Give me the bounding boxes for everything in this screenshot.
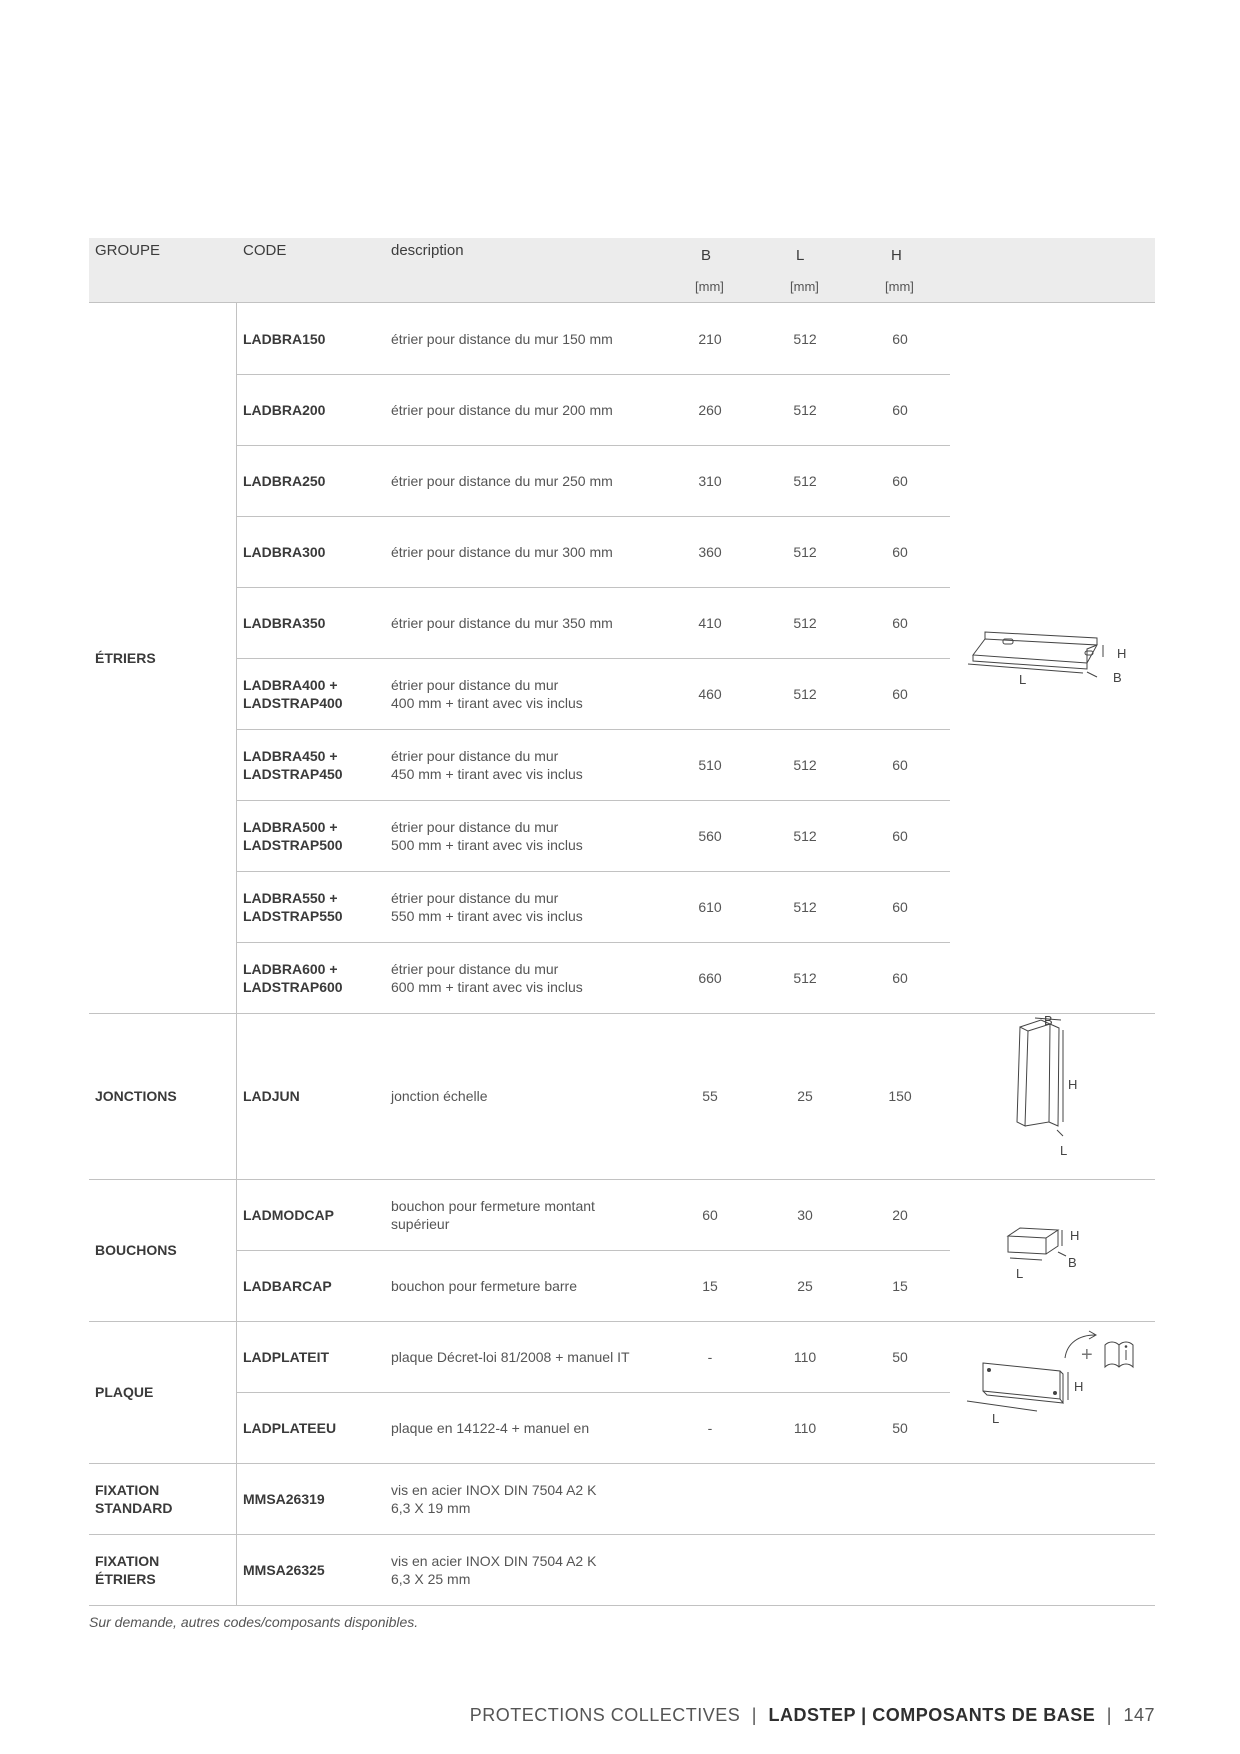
junction-illustration-icon xyxy=(1005,1012,1095,1170)
description-text: étrier pour distance du mur 500 mm + tirant avec vis inclus xyxy=(391,818,583,853)
row-description xyxy=(391,374,671,445)
row-code xyxy=(243,942,383,1013)
group-name: FIXATION ÉTRIERS xyxy=(95,1552,160,1587)
dimension-b: 410 xyxy=(698,614,722,631)
description-text: étrier pour distance du mur 600 mm + tirant avec vis inclus xyxy=(391,960,583,995)
row-code xyxy=(243,374,383,445)
dimension-b: 510 xyxy=(698,756,722,773)
dimension-h: 60 xyxy=(892,685,908,702)
description-text: étrier pour distance du mur 250 mm xyxy=(391,472,613,489)
dimension-b: 360 xyxy=(698,543,722,560)
row-description xyxy=(391,1392,671,1463)
dimension-h: 60 xyxy=(892,330,908,347)
group-label xyxy=(95,1534,235,1605)
row-description xyxy=(391,1534,671,1605)
code-text: LADBRA400 + LADSTRAP400 xyxy=(243,676,343,711)
dimension-h: 60 xyxy=(892,827,908,844)
code-text: LADBRA600 + LADSTRAP600 xyxy=(243,960,343,995)
description-text: vis en acier INOX DIN 7504 A2 K 6,3 X 25 mm xyxy=(391,1552,597,1587)
row-description xyxy=(391,658,671,729)
dimension-l: 512 xyxy=(793,614,817,631)
junction-dim-b: B xyxy=(1044,1013,1053,1028)
footer-section: PROTECTIONS COLLECTIVES xyxy=(469,1705,741,1725)
row-code xyxy=(243,587,383,658)
row-description xyxy=(391,1013,671,1179)
group-name: BOUCHONS xyxy=(95,1242,177,1258)
dimension-h: 50 xyxy=(892,1419,908,1436)
cap-illustration-icon xyxy=(1000,1220,1100,1288)
dimension-l: 512 xyxy=(793,685,817,702)
row-description xyxy=(391,1250,671,1321)
group-label xyxy=(95,1463,235,1534)
dimension-b: 310 xyxy=(698,472,722,489)
dimension-b: 260 xyxy=(698,401,722,418)
dimension-h: 60 xyxy=(892,401,908,418)
row-description xyxy=(391,1321,671,1392)
dimension-l: 30 xyxy=(797,1206,813,1223)
code-text: LADPLATEEU xyxy=(243,1419,337,1436)
cap-dim-b: B xyxy=(1068,1255,1077,1270)
page-footer xyxy=(470,1705,1155,1726)
code-text: LADBRA150 xyxy=(243,330,326,347)
dimension-l: 512 xyxy=(793,401,817,418)
description-text: jonction échelle xyxy=(391,1088,488,1104)
header-b: B xyxy=(701,247,712,264)
bracket-dim-h: H xyxy=(1117,646,1127,661)
row-code xyxy=(243,800,383,871)
row-code xyxy=(243,445,383,516)
dimension-h: 60 xyxy=(892,543,908,560)
row-description xyxy=(391,800,671,871)
group-label xyxy=(95,1179,235,1321)
bracket-dim-l: L xyxy=(1019,672,1027,687)
group-name: ÉTRIERS xyxy=(95,650,156,666)
code-text: LADBRA450 + LADSTRAP450 xyxy=(243,747,343,782)
group-label xyxy=(95,303,235,1013)
row-description xyxy=(391,729,671,800)
group-label xyxy=(95,1013,235,1179)
dimension-l: 512 xyxy=(793,827,817,844)
code-text: LADBRA250 xyxy=(243,472,326,489)
row-code xyxy=(243,516,383,587)
dimension-l: 110 xyxy=(793,1419,817,1436)
row-description xyxy=(391,871,671,942)
row-description xyxy=(391,942,671,1013)
plate-plus-sign: + xyxy=(1081,1344,1093,1366)
code-text: LADBARCAP xyxy=(243,1277,332,1294)
description-text: plaque Décret-loi 81/2008 + manuel IT xyxy=(391,1348,630,1365)
group-name: PLAQUE xyxy=(95,1384,154,1400)
description-text: étrier pour distance du mur 150 mm xyxy=(391,330,613,347)
dimension-b: 55 xyxy=(702,1088,718,1104)
row-code xyxy=(243,1013,383,1179)
dimension-b: 610 xyxy=(698,898,722,915)
code-text: LADBRA550 + LADSTRAP550 xyxy=(243,889,343,924)
description-text: étrier pour distance du mur 200 mm xyxy=(391,401,613,418)
dimension-l: 512 xyxy=(793,472,817,489)
code-text: MMSA26325 xyxy=(243,1561,325,1578)
code-text: LADJUN xyxy=(243,1088,300,1104)
dimension-h xyxy=(860,1463,940,1534)
dimension-h: 60 xyxy=(892,969,908,986)
row-code xyxy=(243,658,383,729)
dimension-b: - xyxy=(707,1419,713,1436)
row-code xyxy=(243,1179,383,1250)
dimension-h: 150 xyxy=(888,1088,912,1104)
dimension-h: 50 xyxy=(892,1348,908,1365)
junction-dim-h: H xyxy=(1068,1077,1078,1092)
dimension-b: 15 xyxy=(702,1277,718,1294)
header-groupe: GROUPE xyxy=(95,242,161,259)
row-divider xyxy=(89,1605,1155,1606)
group-name: JONCTIONS xyxy=(95,1088,177,1104)
description-text: étrier pour distance du mur 300 mm xyxy=(391,543,613,560)
header-unit-l: [mm] xyxy=(790,279,819,294)
dimension-b: - xyxy=(707,1348,713,1365)
header-description: description xyxy=(391,242,464,259)
column-divider xyxy=(236,303,237,1605)
dimension-b: 660 xyxy=(698,969,722,986)
header-l: L xyxy=(796,247,805,264)
header-code: CODE xyxy=(243,242,287,259)
dimension-l: 512 xyxy=(793,330,817,347)
dimension-b: 210 xyxy=(698,330,722,347)
plate-illustration-icon xyxy=(955,1325,1150,1435)
dimension-l: 512 xyxy=(793,543,817,560)
dimension-l xyxy=(765,1534,845,1605)
dimension-b xyxy=(670,1534,750,1605)
row-description xyxy=(391,303,671,374)
row-description xyxy=(391,587,671,658)
row-code xyxy=(243,303,383,374)
dimension-h: 60 xyxy=(892,472,908,489)
code-text: LADBRA300 xyxy=(243,543,326,560)
description-text: étrier pour distance du mur 400 mm + tirant avec vis inclus xyxy=(391,676,583,711)
description-text: plaque en 14122-4 + manuel en xyxy=(391,1419,590,1436)
row-description xyxy=(391,1179,671,1250)
header-h: H xyxy=(891,247,902,264)
description-text: étrier pour distance du mur 350 mm xyxy=(391,614,613,631)
footer-page-number: 147 xyxy=(1123,1705,1155,1725)
dimension-l xyxy=(765,1463,845,1534)
dimension-l: 512 xyxy=(793,756,817,773)
code-text: LADPLATEIT xyxy=(243,1348,330,1365)
code-text: MMSA26319 xyxy=(243,1490,325,1507)
dimension-l: 512 xyxy=(793,969,817,986)
dimension-h: 60 xyxy=(892,898,908,915)
row-code xyxy=(243,1392,383,1463)
cap-dim-l: L xyxy=(1016,1266,1024,1281)
description-text: bouchon pour fermeture montant supérieur xyxy=(391,1197,595,1232)
dimension-l: 512 xyxy=(793,898,817,915)
description-text: vis en acier INOX DIN 7504 A2 K 6,3 X 19 mm xyxy=(391,1481,597,1516)
group-label xyxy=(95,1321,235,1463)
footer-title: LADSTEP | COMPOSANTS DE BASE xyxy=(768,1705,1096,1725)
header-unit-h: [mm] xyxy=(885,279,914,294)
footer-separator: | xyxy=(751,1705,757,1725)
code-text: LADBRA350 xyxy=(243,614,326,631)
dimension-b: 60 xyxy=(702,1206,718,1223)
bracket-illustration-icon xyxy=(965,625,1135,693)
footer-separator-2: | xyxy=(1106,1705,1112,1725)
dimension-h xyxy=(860,1534,940,1605)
row-code xyxy=(243,729,383,800)
dimension-h: 20 xyxy=(892,1206,908,1223)
group-name: FIXATION STANDARD xyxy=(95,1481,173,1516)
plate-dim-h: H xyxy=(1074,1379,1084,1394)
code-text: LADBRA500 + LADSTRAP500 xyxy=(243,818,343,853)
dimension-h: 60 xyxy=(892,756,908,773)
row-code xyxy=(243,1534,383,1605)
bracket-dim-b: B xyxy=(1113,670,1122,685)
dimension-l: 25 xyxy=(797,1277,813,1294)
dimension-h: 15 xyxy=(892,1277,908,1294)
header-unit-b: [mm] xyxy=(695,279,724,294)
table-header xyxy=(89,238,1155,303)
row-code xyxy=(243,1463,383,1534)
dimension-h: 60 xyxy=(892,614,908,631)
code-text: LADBRA200 xyxy=(243,401,326,418)
dimension-l: 110 xyxy=(793,1348,817,1365)
availability-note: Sur demande, autres codes/composants disponibles. xyxy=(89,1614,419,1630)
row-description xyxy=(391,1463,671,1534)
dimension-l: 25 xyxy=(797,1088,813,1104)
description-text: bouchon pour fermeture barre xyxy=(391,1277,577,1294)
description-text: étrier pour distance du mur 550 mm + tirant avec vis inclus xyxy=(391,889,583,924)
cap-dim-h: H xyxy=(1070,1228,1080,1243)
row-description xyxy=(391,516,671,587)
junction-dim-l: L xyxy=(1060,1143,1068,1158)
plate-dim-l: L xyxy=(992,1411,1000,1426)
description-text: étrier pour distance du mur 450 mm + tirant avec vis inclus xyxy=(391,747,583,782)
dimension-b: 460 xyxy=(698,685,722,702)
row-code xyxy=(243,1250,383,1321)
dimension-b xyxy=(670,1463,750,1534)
dimension-b: 560 xyxy=(698,827,722,844)
row-description xyxy=(391,445,671,516)
row-code xyxy=(243,1321,383,1392)
code-text: LADMODCAP xyxy=(243,1206,334,1223)
row-code xyxy=(243,871,383,942)
